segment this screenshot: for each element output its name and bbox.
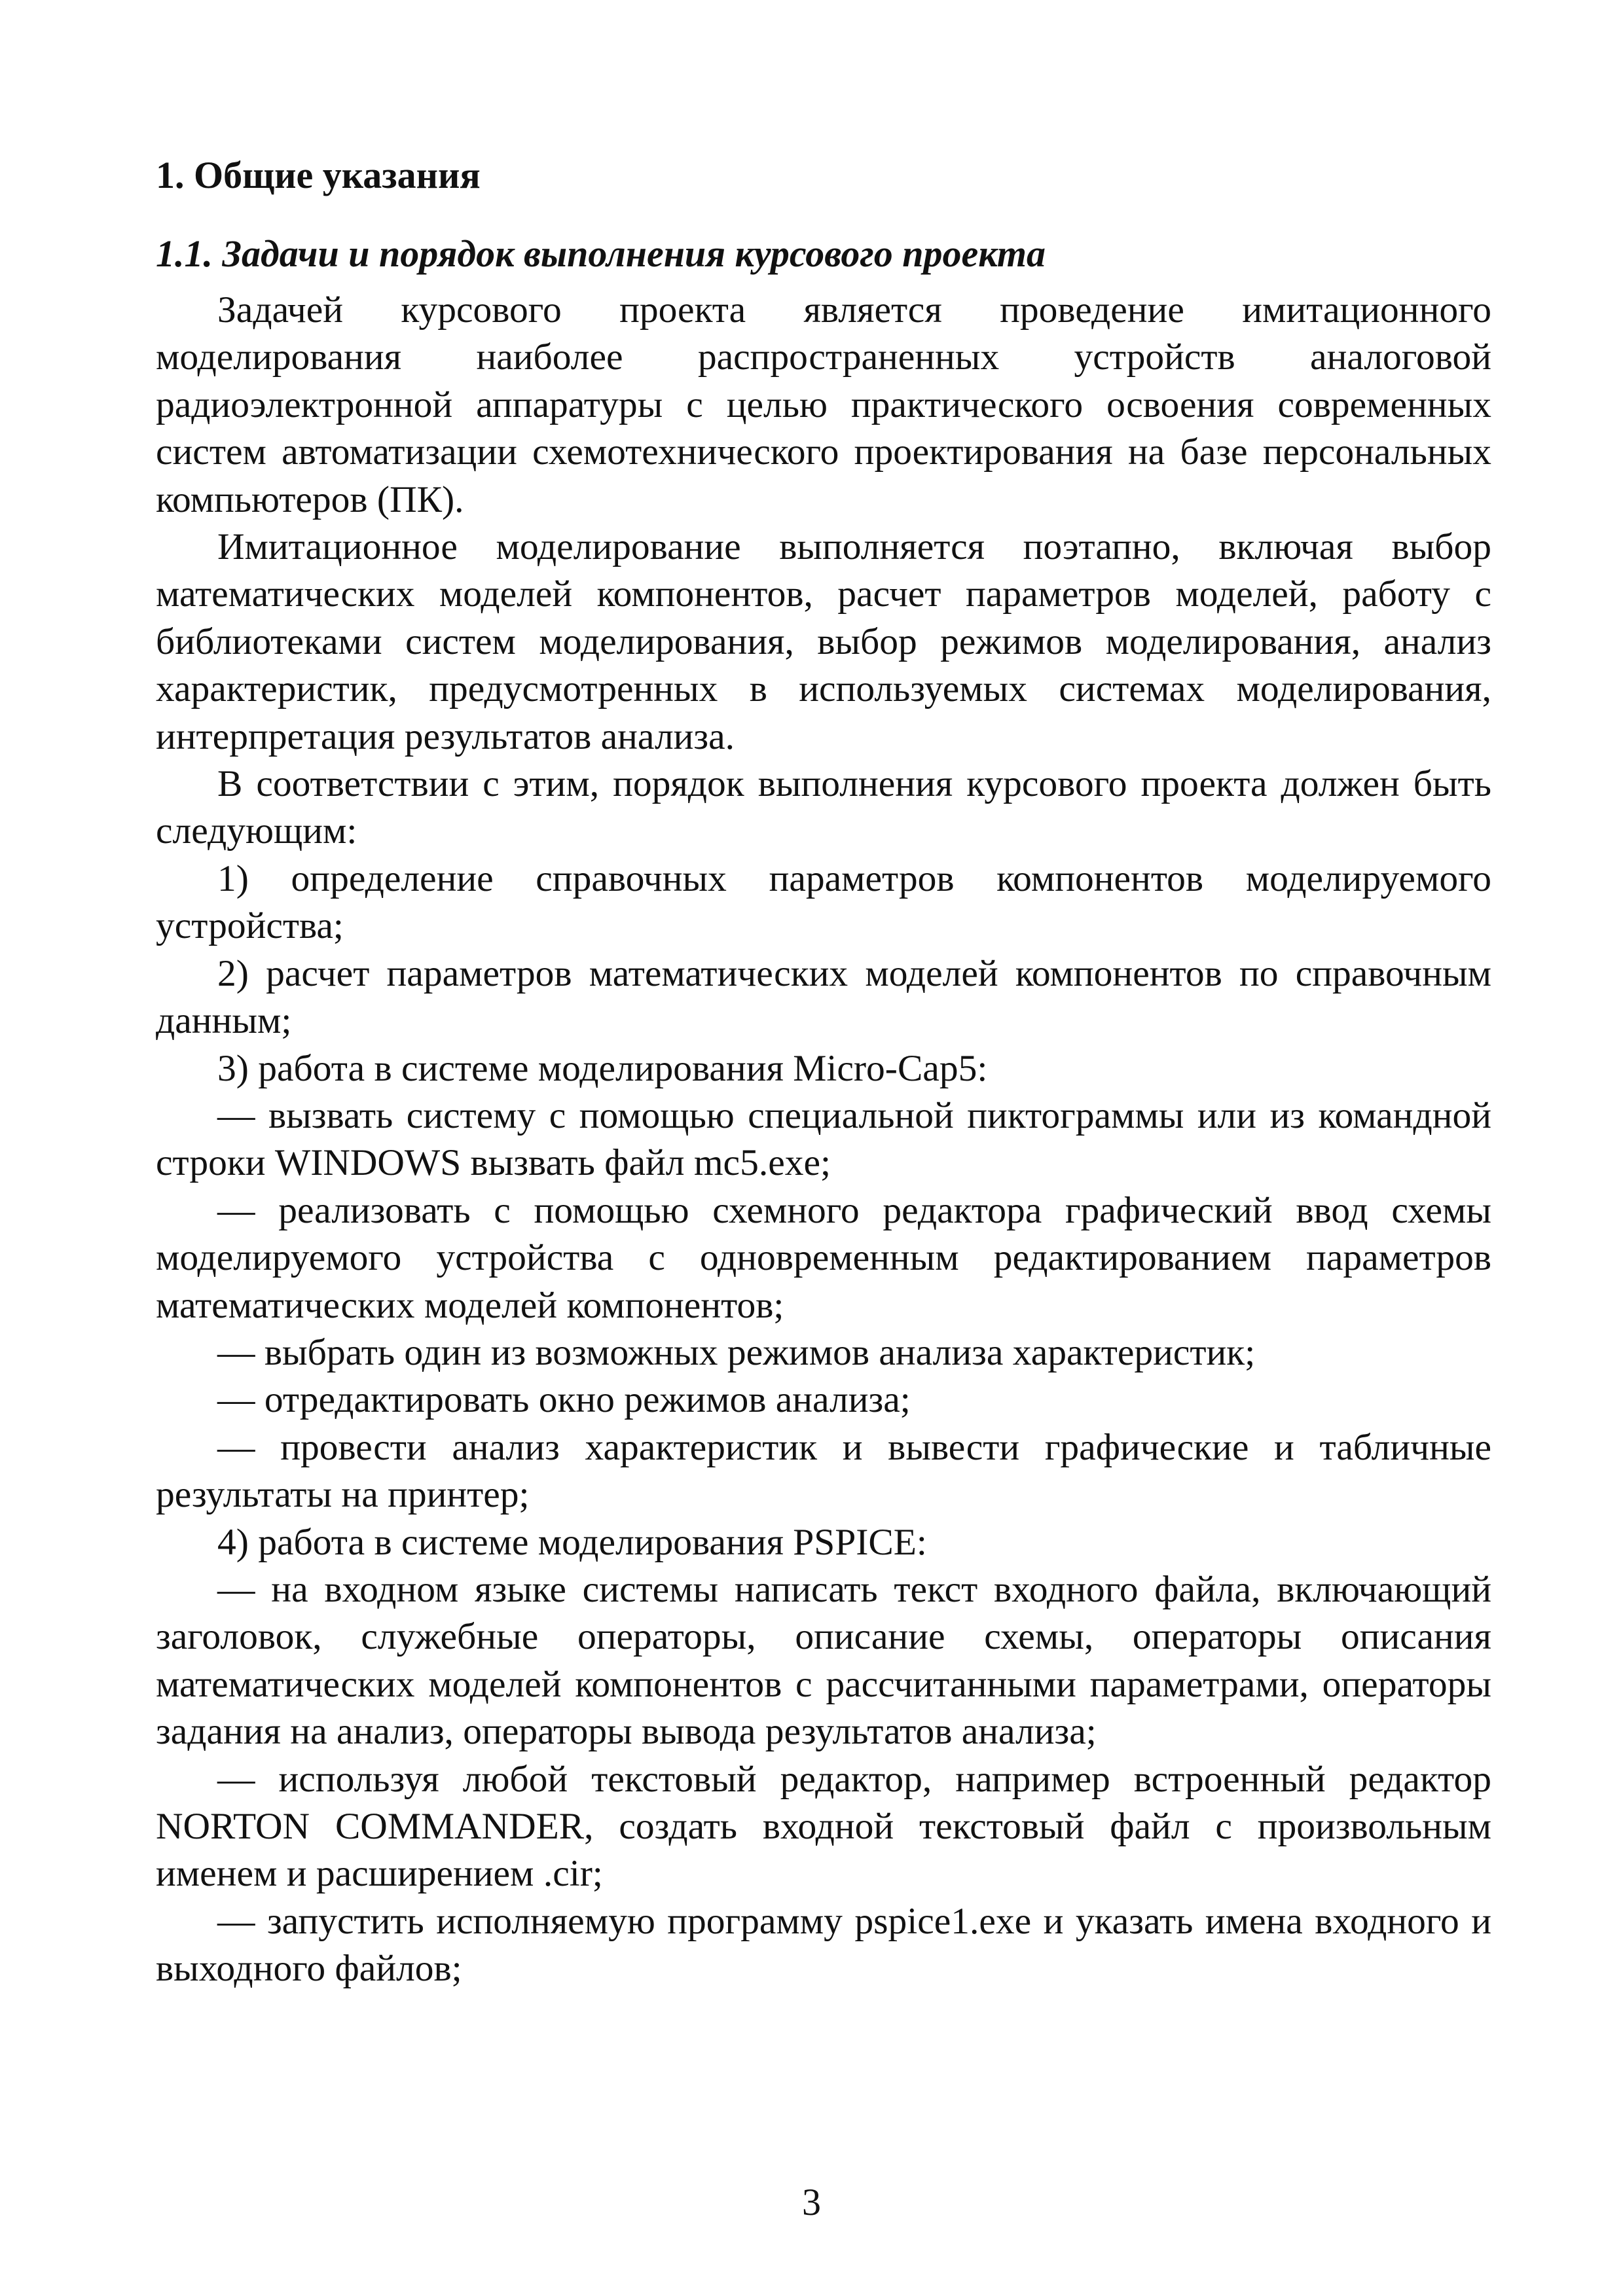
list-item-3-step-2: — реализовать с помощью схемного редактора графический ввод схемы моделируемого устройства с одновременным редактированием параметров математических моделей компонентов; [156, 1189, 1491, 1326]
list-item-3-step-3: — выбрать один из возможных режимов анализа характеристик; [217, 1331, 1256, 1373]
page-content [156, 151, 1491, 1993]
list-item-3: 3) работа в системе моделирования Micro-Cap5: [217, 1047, 988, 1089]
list-item-1: 1) определение справочных параметров компонентов моделируемого устройства; [156, 857, 1491, 947]
paragraph-intro: Задачей курсового проекта является проведение имитационного моделирования наиболее распространенных устройств аналоговой радиоэлектронной аппаратуры с целью практического освоения современных систем автоматизации схемотехнического проектирования на базе персональных компьютеров (ПК). [156, 289, 1491, 520]
list-item-3-step-4: — отредактировать окно режимов анализа; [217, 1379, 911, 1421]
paragraph-order: В соответствии с этим, порядок выполнения курсового проекта должен быть следующим: [156, 763, 1491, 852]
list-item-3-step-5: — провести анализ характеристик и вывести графические и табличные результаты на принтер; [156, 1426, 1491, 1516]
section-heading: 1. Общие указания [156, 154, 481, 196]
list-item-4-step-2: — используя любой текстовый редактор, например встроенный редактор NORTON COMMANDER, создать входной текстовый файл с произвольным именем и расширением .cir; [156, 1758, 1491, 1895]
subsection-heading: 1.1. Задачи и порядок выполнения курсового проекта [156, 232, 1046, 275]
list-item-4-step-1: — на входном языке системы написать текст входного файла, включающий заголовок, служебные операторы, описание схемы, операторы описания математических моделей компонентов с рассчитанными параметрами, операторы задания на анализ, операторы вывода результатов анализа; [156, 1568, 1491, 1753]
list-item-4-step-3: — запустить исполняемую программу pspice1.exe и указать имена входного и выходного файлов; [156, 1900, 1491, 1990]
list-item-3-step-1: — вызвать систему с помощью специальной пиктограммы или из командной строки WINDOWS вызвать файл mc5.exe; [156, 1094, 1491, 1184]
list-item-4: 4) работа в системе моделирования PSPICE: [217, 1521, 927, 1563]
page-number: 3 [802, 2181, 821, 2223]
paragraph-simulation: Имитационное моделирование выполняется поэтапно, включая выбор математических моделей компонентов, расчет параметров моделей, работу с библиотеками систем моделирования, выбор режимов моделирования, анализ характеристик, предусмотренных в используемых системах моделирования, интерпретация результатов анализа. [156, 526, 1491, 757]
list-item-2: 2) расчет параметров математических моделей компонентов по справочным данным; [156, 952, 1491, 1042]
